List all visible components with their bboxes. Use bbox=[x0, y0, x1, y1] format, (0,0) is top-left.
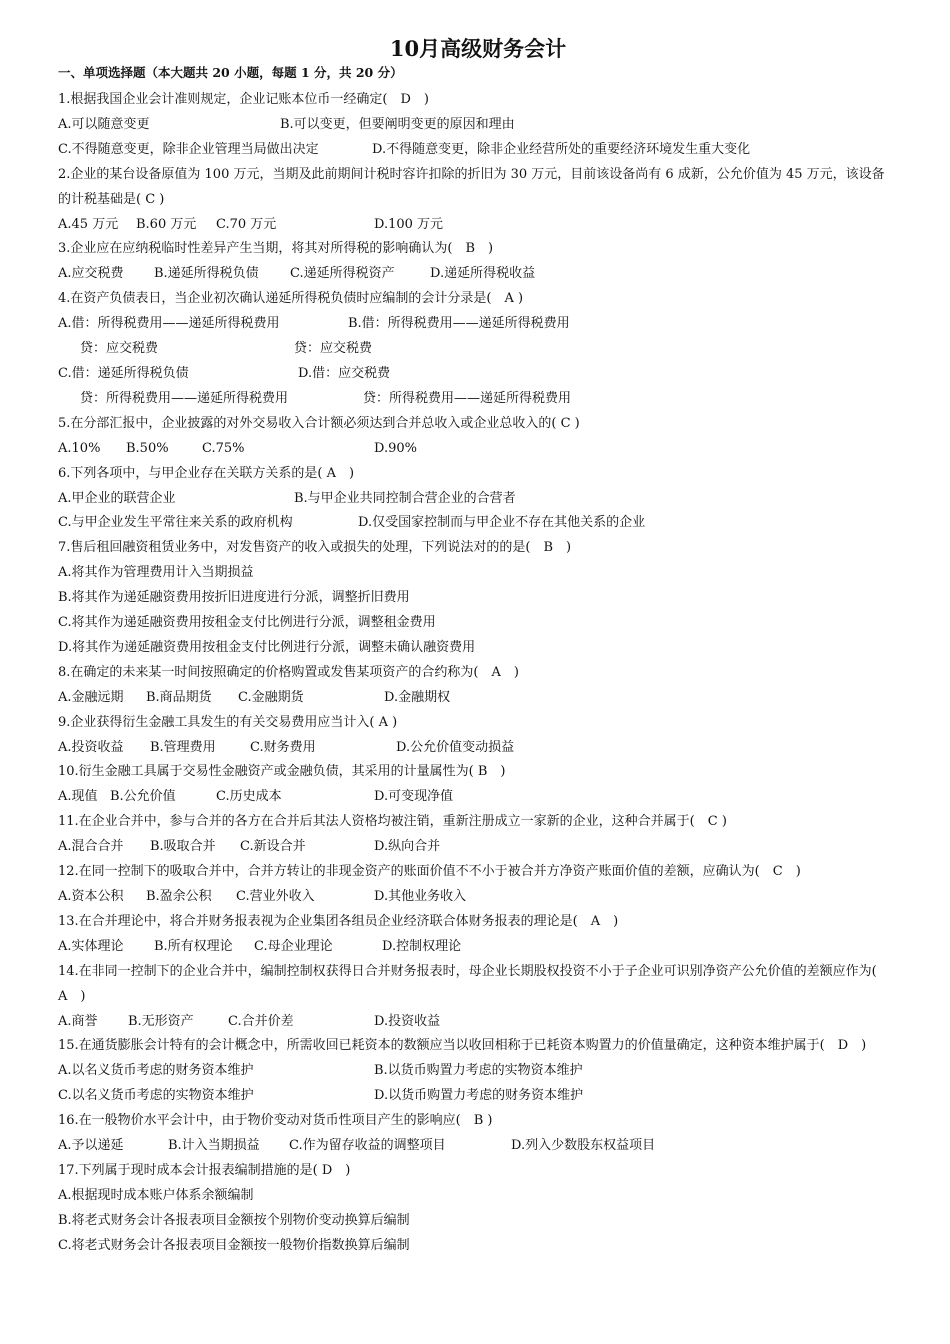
question-5-options bbox=[58, 437, 888, 462]
option-b: B.计入当期损益 bbox=[168, 1138, 260, 1154]
question-4-options-row-3 bbox=[58, 362, 888, 387]
option-c: C.母企业理论 bbox=[254, 938, 333, 954]
question-10-stem: 10.衍生金融工具属于交易性金融资产或金融负债，其采用的计量属性为( B ) bbox=[58, 764, 506, 780]
option-b: B.将其作为递延融资费用按折旧进度进行分派，调整折旧费用 bbox=[58, 590, 410, 606]
option-a-debit: A.借：所得税费用——递延所得税费用 bbox=[58, 316, 280, 332]
question-17-stem: 17.下列属于现时成本会计报表编制措施的是( D ) bbox=[58, 1162, 351, 1178]
option-b: B.管理费用 bbox=[150, 739, 216, 755]
option-c: C.70 万元 bbox=[216, 216, 277, 232]
question-1-stem: 1.根据我国企业会计准则规定，企业记账本位币一经确定( D ) bbox=[58, 92, 429, 107]
option-c: C.将其作为递延融资费用按租金支付比例进行分派，调整租金费用 bbox=[58, 615, 436, 631]
question-8-stem: 8.在确定的未来某一时间按照确定的价格购置或发售某项资产的合约称为( A ) bbox=[58, 664, 519, 680]
option-a: A.予以递延 bbox=[58, 1138, 124, 1154]
option-a: A.甲企业的联营企业 bbox=[58, 490, 176, 506]
question-16-options bbox=[58, 1134, 888, 1159]
option-d: D.纵向合并 bbox=[374, 839, 441, 855]
question-12-stem: 12.在同一控制下的吸取合并中，合并方转让的非现金资产的账面价值不不小于被合并方净资产账面价值的差额，应确认为( C ) bbox=[58, 864, 801, 880]
option-c: C.递延所得税资产 bbox=[290, 266, 395, 282]
page-title: 10月高级财务会计 bbox=[389, 36, 567, 61]
option-b: B.公允价值 bbox=[110, 789, 176, 805]
option-b: B.盈余公积 bbox=[146, 889, 212, 904]
option-b: B.所有权理论 bbox=[154, 938, 233, 954]
question-3-stem: 3.企业应在应纳税临时性差异产生当期，将其对所得税的影响确认为( B ) bbox=[58, 241, 494, 257]
question-1-options-row-1 bbox=[58, 113, 888, 138]
option-c: C.金融期货 bbox=[238, 689, 304, 705]
question-15-options-row-2 bbox=[58, 1084, 888, 1109]
question-2-stem: 2.企业的某台设备原值为 100 万元，当期及此前期间计税时容许扣除的折旧为 30 万元，目前该设备尚有 6 成新，公允价值为 45 万元，该设备的计税基础是( C ) bbox=[58, 166, 885, 207]
question-8-options bbox=[58, 686, 888, 711]
option-a: A.混合合并 bbox=[58, 839, 124, 855]
question-14-stem: 14.在非同一控制下的企业合并中，编制控制权获得日合并财务报表时，母企业长期股权投资不小于子企业可识别净资产公允价值的差额应作为( A ) bbox=[58, 963, 890, 1004]
document-page bbox=[58, 34, 888, 1259]
option-a: A.投资收益 bbox=[58, 739, 124, 755]
option-d: D.递延所得税收益 bbox=[430, 266, 536, 282]
option-b: B.吸取合并 bbox=[150, 839, 216, 855]
question-4-options-row-4 bbox=[58, 387, 888, 412]
option-c: C.新设合并 bbox=[240, 839, 306, 855]
option-a: A.可以随意变更 bbox=[58, 116, 150, 132]
question-12-options bbox=[58, 885, 888, 910]
option-b-credit: 贷：应交税费 bbox=[294, 341, 373, 357]
option-c: C.合并价差 bbox=[228, 1013, 294, 1029]
option-b: B.商品期货 bbox=[146, 689, 212, 705]
option-a: A.金融远期 bbox=[58, 689, 124, 705]
question-6-stem: 6.下列各项中，与甲企业存在关联方关系的是( A ) bbox=[58, 465, 355, 481]
question-10-options bbox=[58, 785, 888, 810]
option-b: B.递延所得税负债 bbox=[154, 266, 259, 282]
option-a: A.10% bbox=[58, 440, 101, 456]
option-d-debit: D.借：应交税费 bbox=[298, 365, 391, 381]
option-b: B.将老式财务会计各报表项目金额按个别物价变动换算后编制 bbox=[58, 1212, 410, 1228]
option-a: A.商誉 bbox=[58, 1013, 98, 1029]
question-15-stem: 15.在通货膨胀会计特有的会计概念中，所需收回已耗资本的数额应当以收回相称于已耗资本购置力的价值量确定，这种资本维护属于( D ) bbox=[58, 1038, 867, 1054]
option-c-credit: 贷：所得税费用——递延所得税费用 bbox=[80, 390, 289, 406]
option-c: C.历史成本 bbox=[216, 789, 282, 805]
question-11-stem: 11.在企业合并中，参与合并的各方在合并后其法人资格均被注销，重新注册成立一家新的企业，这种合并属于( C ) bbox=[58, 814, 727, 830]
question-15-options-row-1 bbox=[58, 1059, 888, 1084]
question-4-stem: 4.在资产负债表日，当企业初次确认递延所得税负债时应编制的会计分录是( A ) bbox=[58, 291, 524, 307]
option-d: D.将其作为递延融资费用按租金支付比例进行分派，调整未确认融资费用 bbox=[58, 639, 476, 655]
option-b: B.50% bbox=[126, 440, 169, 456]
option-d-credit: 贷：所得税费用——递延所得税费用 bbox=[363, 390, 572, 406]
option-a: A.应交税费 bbox=[58, 266, 124, 282]
option-c: C.财务费用 bbox=[250, 739, 316, 755]
question-13-stem: 13.在合并理论中，将合并财务报表视为企业集团各组员企业经济联合体财务报表的理论是( A ) bbox=[58, 913, 619, 929]
option-d: D.金融期权 bbox=[384, 689, 451, 705]
option-a: A.实体理论 bbox=[58, 938, 124, 954]
question-6-options-row-1 bbox=[58, 487, 888, 512]
option-a: A.45 万元 bbox=[58, 216, 119, 232]
section-heading: 一、单项选择题（本大题共 20 小题，每题 1 分，共 20 分） bbox=[58, 65, 403, 80]
question-4-options-row-2 bbox=[58, 337, 888, 362]
option-b: B.无形资产 bbox=[128, 1013, 194, 1029]
option-a: A.以名义货币考虑的财务资本维护 bbox=[58, 1063, 254, 1079]
question-4-options-row-1 bbox=[58, 312, 888, 337]
option-c: C.75% bbox=[202, 440, 245, 456]
option-d: D.仅受国家控制而与甲企业不存在其他关系的企业 bbox=[358, 515, 646, 531]
option-d: D.90% bbox=[374, 440, 417, 456]
question-3-options bbox=[58, 262, 888, 287]
option-b: B.以货币购置力考虑的实物资本维护 bbox=[374, 1063, 583, 1079]
option-d: D.其他业务收入 bbox=[374, 889, 467, 904]
question-16-stem: 16.在一般物价水平会计中，由于物价变动对货币性项目产生的影响应( B ) bbox=[58, 1113, 493, 1129]
option-d: D.以货币购置力考虑的财务资本维护 bbox=[374, 1088, 584, 1104]
option-c: C.将老式财务会计各报表项目金额按一般物价指数换算后编制 bbox=[58, 1237, 410, 1253]
question-7-stem: 7.售后租回融资租赁业务中，对发售资产的收入或损失的处理，下列说法对的的是( B ) bbox=[58, 540, 572, 556]
option-c-debit: C.借：递延所得税负债 bbox=[58, 365, 189, 381]
option-a: A.根据现时成本账户体系余额编制 bbox=[58, 1187, 254, 1203]
option-d: D.不得随意变更，除非企业经营所处的重要经济环境发生重大变化 bbox=[372, 141, 751, 157]
option-a: A.将其作为管理费用计入当期损益 bbox=[58, 565, 254, 581]
option-a: A.现值 bbox=[58, 789, 98, 805]
question-14-options bbox=[58, 1010, 888, 1035]
option-c: C.不得随意变更，除非企业管理当局做出决定 bbox=[58, 141, 319, 157]
question-13-options bbox=[58, 935, 888, 960]
option-d: D.100 万元 bbox=[374, 216, 444, 232]
question-5-stem: 5.在分部汇报中，企业披露的对外交易收入合计额必须达到合并总收入或企业总收入的( C ) bbox=[58, 415, 580, 431]
option-c: C.作为留存收益的调整项目 bbox=[289, 1138, 446, 1154]
option-d: D.可变现净值 bbox=[374, 789, 454, 805]
question-2-options bbox=[58, 213, 888, 238]
option-c: C.与甲企业发生平常往来关系的政府机构 bbox=[58, 515, 293, 531]
question-6-options-row-2 bbox=[58, 511, 888, 536]
option-d: D.控制权理论 bbox=[382, 938, 462, 954]
option-d: D.公允价值变动损益 bbox=[396, 739, 515, 755]
option-b: B.与甲企业共同控制合营企业的合营者 bbox=[294, 490, 516, 506]
question-9-options bbox=[58, 736, 888, 761]
option-a-credit: 贷：应交税费 bbox=[80, 341, 159, 357]
question-11-options bbox=[58, 835, 888, 860]
option-b-debit: B.借：所得税费用——递延所得税费用 bbox=[348, 316, 570, 332]
option-a: A.资本公积 bbox=[58, 889, 124, 904]
option-d: D.列入少数股东权益项目 bbox=[511, 1138, 656, 1154]
option-c: C.以名义货币考虑的实物资本维护 bbox=[58, 1088, 254, 1104]
option-c: C.营业外收入 bbox=[236, 889, 315, 904]
option-b: B.可以变更，但要阐明变更的原因和理由 bbox=[280, 116, 515, 132]
question-9-stem: 9.企业获得衍生金融工具发生的有关交易费用应当计入( A ) bbox=[58, 714, 398, 730]
option-b: B.60 万元 bbox=[136, 216, 197, 232]
question-1-options-row-2 bbox=[58, 138, 888, 163]
option-d: D.投资收益 bbox=[374, 1013, 441, 1029]
